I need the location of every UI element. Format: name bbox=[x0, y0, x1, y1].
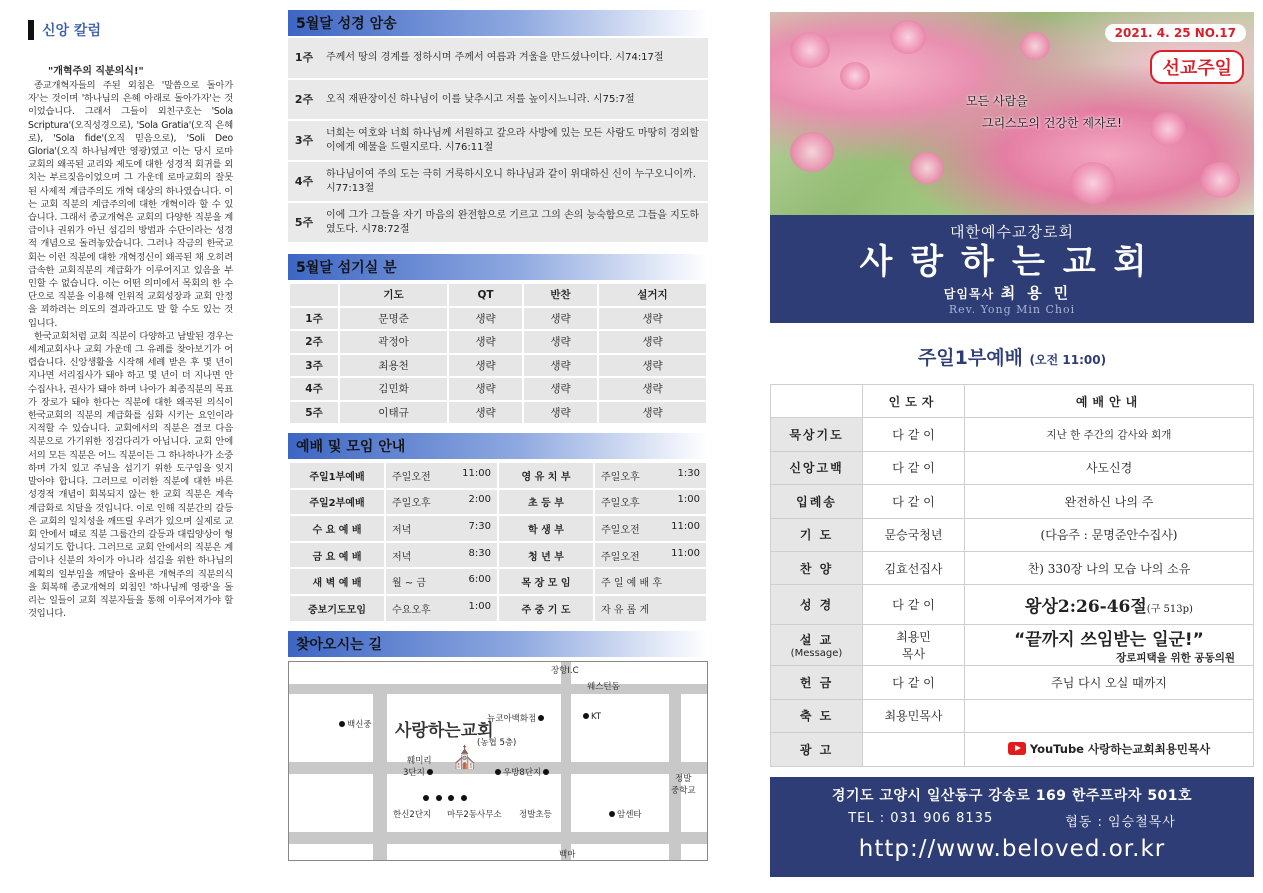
info-column bbox=[288, 10, 708, 861]
partner-pastor: 협동 : 임승철목사 bbox=[1065, 814, 1176, 830]
order-item-label: 입례송 bbox=[796, 494, 837, 509]
table-row bbox=[288, 202, 708, 243]
marker-icon bbox=[423, 795, 429, 801]
marker-icon bbox=[461, 795, 467, 801]
header-cell: 인도자 bbox=[863, 385, 965, 418]
verses-table bbox=[288, 38, 708, 244]
meeting-name: 수 요 예 배 bbox=[289, 515, 385, 542]
order-item bbox=[771, 666, 863, 699]
verse-cell: 주께서 땅의 경계를 정하시며 주께서 여름과 겨울을 만드셨나이다. 시74:17절 bbox=[320, 38, 708, 79]
marker-icon bbox=[583, 713, 589, 719]
meeting-hour: 11:00 bbox=[671, 520, 700, 532]
week-cell: 4주 bbox=[288, 161, 320, 202]
table-row bbox=[771, 625, 1254, 666]
column-paragraph: 한국교회처럼 교회 직분이 다양하고 남발된 경우는 세계교회사나 교회 가운데 그 유례를 찾아보기가 어렵습니다. 신앙생활을 시작해 세례 받은 후 몇 년이 지나면 서리집사가 돼야 하고 몇 년이 더 지나면 안수집사나, 권사가 돼야 하며 나아가 최종직분의 목표가 장로가 돼야 한다는 직분에 대한 왜곡된 의식이 한국교회의 직분의 계급화를 심화 시키는 요인이라 지적할 수 있습니다. 교회에서의 직분은 결코 다음 직분으로 가기위한 징검다리가 아닙니다. 교회 안에서의 모든 직분은 어느 직분이든 그 하나하나가 소중하며 가치 있고 주님을 섬기기 위한 도구임을 잊지 말아야 합니다. 그러므로 이러한 직분에 대한 바른 성경적 개념이 회복되지 않는 한 교회 직분은 계속 계급화로 치달을 것입니다. 이로 인해 직분간의 갈등은 교회의 일치성을 깨뜨릴 우려가 있으며 실제로 교회 안에서 때로 직분 그룹간의 갈등과 대립양상이 형성되기도 합니다. 그러므로 교회 안에서의 직분은 계급이나 신분의 차이가 아니라 섬김을 위한 하나님의 계획의 일부임을 깨달아 올바른 개혁주의 직분의식을 회복해 종교개혁의 외침인 '하나님께 영광'을 돌리는 일들이 교회 직분자들을 통해 이루어져가야 할 것입니다. bbox=[28, 330, 233, 620]
map-label bbox=[581, 712, 601, 722]
map-label-text: 백신중 bbox=[347, 719, 372, 730]
meeting-name: 영 유 치 부 bbox=[498, 462, 594, 489]
week-cell: 1주 bbox=[288, 38, 320, 79]
week-cell: 3주 bbox=[289, 354, 339, 378]
meeting-time bbox=[385, 542, 498, 569]
week-cell: 5주 bbox=[288, 202, 320, 243]
meeting-day: 저녁 bbox=[392, 551, 412, 563]
marker-icon bbox=[609, 811, 615, 817]
marker-icon bbox=[543, 769, 549, 775]
order-item-label: 헌 금 bbox=[799, 676, 834, 691]
blossom-icon bbox=[890, 20, 926, 54]
order-item-label: 찬 양 bbox=[799, 561, 834, 576]
cell: 생략 bbox=[523, 377, 598, 401]
map-label bbox=[421, 794, 469, 804]
cell: 김민화 bbox=[339, 377, 448, 401]
map-label-text: 3단지 bbox=[403, 767, 425, 778]
meeting-day: 주일오전 bbox=[601, 551, 640, 563]
map-label: 한신2단지 bbox=[393, 809, 432, 820]
order-item bbox=[771, 733, 863, 766]
table-row bbox=[289, 377, 707, 401]
column-header bbox=[28, 20, 233, 40]
verse-cell: 너희는 여호와 너희 하나님께 서원하고 갚으라 사방에 있는 모든 사람도 마땅히 경외할 이에게 예물을 드릴지로다. 시76:11절 bbox=[320, 120, 708, 161]
cell: 최용천 bbox=[339, 354, 448, 378]
cell: 생략 bbox=[523, 354, 598, 378]
directions-map bbox=[288, 661, 708, 861]
cover-column bbox=[770, 12, 1254, 877]
table-row bbox=[771, 551, 1254, 584]
meeting-hour: 11:00 bbox=[671, 547, 700, 559]
meeting-hour: 1:30 bbox=[677, 467, 700, 479]
meetings-table bbox=[288, 461, 708, 623]
order-info bbox=[965, 666, 1254, 699]
meeting-day: 주일오후 bbox=[601, 471, 640, 483]
order-leader-name: 다 같 이 bbox=[892, 461, 935, 476]
column-heading: 신앙 칼럼 bbox=[42, 23, 101, 39]
meeting-day: 저녁 bbox=[392, 524, 412, 536]
order-item bbox=[771, 485, 863, 518]
slogan-line: 그리스도의 건강한 제자로! bbox=[982, 116, 1122, 130]
map-label: (농협 5층) bbox=[477, 737, 517, 748]
cell: 생략 bbox=[598, 307, 707, 331]
meeting-hour: 1:00 bbox=[677, 494, 700, 506]
table-row bbox=[288, 120, 708, 161]
meeting-time bbox=[594, 595, 707, 622]
order-item bbox=[771, 585, 863, 625]
cell: 이태규 bbox=[339, 401, 448, 425]
column-body bbox=[28, 79, 233, 620]
map-label: 백마 bbox=[559, 849, 576, 860]
meeting-name: 새 벽 예 배 bbox=[289, 568, 385, 595]
table-header-row bbox=[771, 385, 1254, 418]
header-cell: 반찬 bbox=[523, 283, 598, 307]
order-item-sub: (Message) bbox=[790, 648, 843, 660]
order-item-label: 기 도 bbox=[799, 528, 834, 543]
order-leader bbox=[863, 699, 965, 732]
verse-cell: 하나님이여 주의 도는 극히 거룩하시오니 하나님과 같이 위대하신 신이 누구오니이까. 시77:13절 bbox=[320, 161, 708, 202]
meeting-name: 목 장 모 임 bbox=[498, 568, 594, 595]
cell: 생략 bbox=[448, 354, 523, 378]
cell: 곽정아 bbox=[339, 330, 448, 354]
table-row bbox=[771, 585, 1254, 625]
order-item bbox=[771, 551, 863, 584]
meeting-time bbox=[385, 515, 498, 542]
meeting-day: 주일오전 bbox=[601, 524, 640, 536]
order-of-worship bbox=[770, 384, 1254, 767]
header-cell: QT bbox=[448, 283, 523, 307]
map-label bbox=[337, 718, 372, 730]
header-cell: 설거지 bbox=[598, 283, 707, 307]
column-title: "개혁주의 직분의식!" bbox=[48, 66, 144, 77]
cell: 생략 bbox=[448, 330, 523, 354]
meeting-hour: 6:00 bbox=[468, 574, 491, 586]
pastor-title: 담임목사 bbox=[943, 287, 995, 301]
order-leader-name: 문승국청년 bbox=[884, 528, 943, 543]
map-label: 정발초등 bbox=[519, 809, 552, 820]
blossom-icon bbox=[910, 152, 944, 184]
blossom-icon bbox=[790, 132, 834, 172]
table-row bbox=[771, 733, 1254, 766]
scripture-page: (구 513p) bbox=[1146, 604, 1193, 616]
cell: 생략 bbox=[523, 401, 598, 425]
youtube-link[interactable] bbox=[1008, 741, 1210, 757]
phone: TEL : 031 906 8135 bbox=[848, 810, 994, 826]
blossom-photo bbox=[770, 12, 1254, 215]
meeting-time bbox=[385, 489, 498, 516]
cell: 생략 bbox=[448, 377, 523, 401]
week-cell: 4주 bbox=[289, 377, 339, 401]
marker-icon bbox=[538, 715, 544, 721]
slogan-line: 모든 사람을 bbox=[966, 94, 1028, 108]
duty-heading: 5월달 섬기실 분 bbox=[288, 254, 708, 280]
order-info bbox=[965, 518, 1254, 551]
meeting-time bbox=[594, 489, 707, 516]
table-row bbox=[771, 666, 1254, 699]
bullet-bar-icon bbox=[28, 20, 34, 40]
column-paragraph: 종교개혁자들의 주된 외침은 '말씀으로 돌아가자'는 것이며 '하나님의 은혜 아래로 돌아가자'는 것이었습니다. 그래서 그들이 외친구호는 'Sola Scriptura'(오직성경으로), 'Sola Gratia'(오직 은혜로), 'Sola fide'(오직 믿음으로), 'Soli Deo Gloria'(오직 하나님께만 영광)였고 이는 당시 로마교회의 왜곡된 교리와 제도에 대한 성경적 회귀를 외치는 부르짖음이었으며 그 가운데 로마교회의 잘못된 사제적 계급주의도 개혁 대상의 하나였습니다. 이는 교회 직분의 계급주의에 대한 개혁이라 할 수 있습니다. 그래서 종교개혁은 교회의 다양한 직분을 계급이나 권위가 아닌 섬김의 방법과 수단이라는 성경적 개념으로 돌려놓았습니다. 그러나 작금의 한국교회는 이런 직분에 대한 개혁정신이 왜곡된 채 오히려 급속한 교회직분의 계급화가 이루어지고 있음을 부인할 수 없습니다. 이는 어떤 의미에서 목회의 한 수단으로 직분을 이용해 인위적 교회성장과 교회 안정을 꾀하려는 의도의 결과라고도 말 할 수도 있는 것입니다. bbox=[28, 80, 233, 329]
blossom-icon bbox=[1070, 162, 1116, 204]
marker-icon bbox=[427, 769, 433, 775]
marker-icon bbox=[448, 795, 454, 801]
map-label: 마두2동사무소 bbox=[447, 809, 502, 820]
meeting-day: 주일오후 bbox=[601, 498, 640, 510]
blossom-icon bbox=[1200, 162, 1240, 198]
order-info-text: 지난 한 주간의 감사와 회개 bbox=[1046, 429, 1172, 442]
meeting-time bbox=[594, 542, 707, 569]
meeting-hour: 2:00 bbox=[468, 494, 491, 506]
meeting-time bbox=[385, 568, 498, 595]
order-leader-name: 다 같 이 bbox=[892, 494, 935, 509]
order-item bbox=[771, 451, 863, 484]
cell: 생략 bbox=[523, 330, 598, 354]
table-row bbox=[288, 161, 708, 202]
table-row bbox=[289, 330, 707, 354]
order-leader bbox=[863, 418, 965, 451]
church-logo: 사랑하는교회 bbox=[395, 720, 494, 741]
order-leader bbox=[863, 485, 965, 518]
header-cell: 예배안내 bbox=[965, 385, 1254, 418]
order-item-label: 성 경 bbox=[799, 598, 834, 613]
table-row bbox=[289, 542, 707, 569]
table-row bbox=[289, 489, 707, 516]
header-cell bbox=[771, 385, 863, 418]
scripture: 왕상2:26-46절 bbox=[1025, 597, 1147, 618]
cell: 생략 bbox=[448, 401, 523, 425]
meeting-name: 초 등 부 bbox=[498, 489, 594, 516]
table-row bbox=[288, 38, 708, 79]
cell: 생략 bbox=[598, 354, 707, 378]
map-label bbox=[607, 808, 642, 820]
order-info-text: 찬) 330장 나의 모습 나의 소유 bbox=[1027, 561, 1191, 576]
meeting-day: 주 일 예 배 후 bbox=[601, 578, 663, 590]
order-leader-name: 최용민목사 bbox=[884, 709, 943, 724]
week-cell: 2주 bbox=[288, 79, 320, 120]
week-cell: 5주 bbox=[289, 401, 339, 425]
order-item-label: 광 고 bbox=[799, 742, 834, 757]
marker-icon bbox=[495, 769, 501, 775]
week-cell: 1주 bbox=[289, 307, 339, 331]
meeting-hour: 1:00 bbox=[468, 600, 491, 612]
week-cell: 2주 bbox=[289, 330, 339, 354]
church-building-icon: ⛪ bbox=[451, 745, 479, 771]
order-info-text: 사도신경 bbox=[1085, 461, 1133, 476]
order-info bbox=[965, 733, 1254, 766]
table-row bbox=[289, 462, 707, 489]
order-info bbox=[965, 418, 1254, 451]
order-leader bbox=[863, 733, 965, 766]
map-label-text: KT bbox=[591, 711, 602, 722]
table-row bbox=[289, 515, 707, 542]
map-label-text: 뉴코아백화점 bbox=[487, 713, 537, 724]
order-leader-name: 최용민 bbox=[896, 630, 931, 645]
header-cell: 기도 bbox=[339, 283, 448, 307]
table-row bbox=[771, 485, 1254, 518]
column-article bbox=[28, 20, 233, 620]
order-item bbox=[771, 518, 863, 551]
marker-icon bbox=[436, 795, 442, 801]
table-row bbox=[289, 595, 707, 622]
order-item-label: 설 교 bbox=[799, 633, 834, 648]
cell: 생략 bbox=[523, 307, 598, 331]
table-row bbox=[289, 307, 707, 331]
table-row bbox=[289, 568, 707, 595]
order-info bbox=[965, 699, 1254, 732]
order-leader bbox=[863, 625, 965, 666]
cell: 생략 bbox=[598, 330, 707, 354]
pastor-line bbox=[770, 282, 1254, 303]
youtube-channel: 사랑하는교회최용민목사 bbox=[1087, 741, 1211, 756]
cell: 문명준 bbox=[339, 307, 448, 331]
order-leader bbox=[863, 551, 965, 584]
map-label: 중학교 bbox=[671, 785, 696, 796]
order-leader bbox=[863, 451, 965, 484]
verse-cell: 오직 재판장이신 하나님이 이를 낮추시고 저를 높이시느니라. 시75:7절 bbox=[320, 79, 708, 120]
meeting-time bbox=[594, 515, 707, 542]
church-name: 사랑하는교회 bbox=[859, 242, 1165, 282]
meeting-name: 학 생 부 bbox=[498, 515, 594, 542]
order-item bbox=[771, 625, 863, 666]
table-row bbox=[288, 79, 708, 120]
directions-heading: 찾아오시는 길 bbox=[288, 631, 708, 657]
cell: 생략 bbox=[598, 377, 707, 401]
order-info-text: 완전하신 나의 주 bbox=[1064, 494, 1154, 509]
map-label-text: 우방8단지 bbox=[503, 767, 542, 778]
order-leader bbox=[863, 666, 965, 699]
sermon-subtitle: 장로피택을 위한 공동의원 bbox=[1116, 652, 1235, 665]
map-label: 웨스턴돔 bbox=[587, 681, 620, 692]
service-time: (오전 11:00) bbox=[1029, 353, 1107, 367]
order-item-label: 묵상기도 bbox=[789, 428, 844, 443]
service-title bbox=[770, 343, 1254, 370]
meetings-heading: 예배 및 모임 안내 bbox=[288, 433, 708, 459]
meeting-name: 주일1부예배 bbox=[289, 462, 385, 489]
slogan bbox=[966, 90, 1122, 134]
meeting-name: 주 중 기 도 bbox=[498, 595, 594, 622]
order-item-label: 신앙고백 bbox=[789, 461, 844, 476]
map-label: 장항I.C bbox=[551, 665, 579, 676]
order-info bbox=[965, 451, 1254, 484]
issue-date: 2021. 4. 25 NO.17 bbox=[1105, 24, 1246, 42]
cell: 생략 bbox=[598, 401, 707, 425]
blossom-icon bbox=[840, 62, 870, 90]
order-leader-name: 다 같 이 bbox=[892, 598, 935, 613]
meeting-day: 수요오후 bbox=[392, 604, 431, 616]
website-link[interactable]: http://www.beloved.or.kr bbox=[858, 835, 1166, 862]
theme-badge: 선교주일 bbox=[1150, 50, 1244, 84]
order-leader bbox=[863, 585, 965, 625]
youtube-brand: YouTube bbox=[1029, 741, 1084, 756]
order-leader-name: 다 같 이 bbox=[892, 428, 935, 443]
map-label: 훼미리 bbox=[407, 755, 432, 766]
meeting-time bbox=[594, 568, 707, 595]
map-label bbox=[493, 766, 551, 778]
duty-table bbox=[288, 282, 708, 425]
header-cell bbox=[289, 283, 339, 307]
meeting-day: 주일오후 bbox=[392, 498, 431, 510]
pastor-english: Rev. Yong Min Choi bbox=[948, 303, 1076, 316]
table-header-row bbox=[289, 283, 707, 307]
meeting-hour: 8:30 bbox=[468, 547, 491, 559]
verses-heading: 5월달 성경 암송 bbox=[288, 10, 708, 36]
meeting-name: 주일2부예배 bbox=[289, 489, 385, 516]
order-leader bbox=[863, 518, 965, 551]
map-label bbox=[487, 712, 546, 724]
meeting-name: 청 년 부 bbox=[498, 542, 594, 569]
order-item bbox=[771, 699, 863, 732]
cell: 생략 bbox=[448, 307, 523, 331]
meeting-hour: 7:30 bbox=[468, 520, 491, 532]
order-info bbox=[965, 585, 1254, 625]
map-label bbox=[403, 766, 435, 778]
meeting-day: 월 ~ 금 bbox=[392, 578, 427, 590]
footer bbox=[770, 777, 1254, 877]
table-row bbox=[771, 418, 1254, 451]
order-leader-sub: 목사 bbox=[901, 647, 926, 662]
blossom-icon bbox=[790, 32, 830, 68]
blossom-icon bbox=[1150, 112, 1186, 146]
meeting-hour: 11:00 bbox=[462, 467, 491, 479]
table-row bbox=[771, 699, 1254, 732]
meeting-time bbox=[385, 462, 498, 489]
meeting-time bbox=[385, 595, 498, 622]
meeting-day: 자 유 롭 게 bbox=[601, 604, 650, 616]
table-row bbox=[289, 354, 707, 378]
service-name: 주일1부예배 bbox=[917, 347, 1023, 369]
blossom-icon bbox=[1020, 32, 1050, 60]
map-label-text: 암센타 bbox=[617, 809, 642, 820]
address: 경기도 고양시 일산동구 강송로 169 한주프라자 501호 bbox=[831, 787, 1193, 804]
contact-line bbox=[770, 811, 1254, 830]
table-row bbox=[771, 518, 1254, 551]
order-info bbox=[965, 625, 1254, 666]
meeting-time bbox=[594, 462, 707, 489]
denomination: 대한예수교장로회 bbox=[950, 223, 1074, 241]
marker-icon bbox=[339, 721, 345, 727]
youtube-icon bbox=[1008, 742, 1026, 755]
meeting-day: 주일오전 bbox=[392, 471, 431, 483]
order-item bbox=[771, 418, 863, 451]
verse-cell: 이에 그가 그들을 자기 마음의 완전함으로 기르고 그의 손의 능숙함으로 그들을 지도하였도다. 시78:72절 bbox=[320, 202, 708, 243]
order-info bbox=[965, 485, 1254, 518]
table-row bbox=[289, 401, 707, 425]
sermon-title: “끝까지 쓰임받는 일군!” bbox=[1014, 630, 1204, 651]
church-banner bbox=[770, 215, 1254, 323]
order-info-text: 주님 다시 오실 때까지 bbox=[1051, 676, 1167, 691]
pastor-name: 최용민 bbox=[1000, 284, 1081, 302]
order-info bbox=[965, 551, 1254, 584]
order-leader-name: 김효선집사 bbox=[884, 561, 943, 576]
map-label: 정발 bbox=[675, 773, 692, 784]
table-row bbox=[771, 451, 1254, 484]
meeting-name: 중보기도모임 bbox=[289, 595, 385, 622]
order-item-label: 축 도 bbox=[799, 709, 834, 724]
order-info-text: (다음주 : 문명준안수집사) bbox=[1040, 528, 1178, 543]
order-leader-name: 다 같 이 bbox=[892, 676, 935, 691]
week-cell: 3주 bbox=[288, 120, 320, 161]
meeting-name: 금 요 예 배 bbox=[289, 542, 385, 569]
